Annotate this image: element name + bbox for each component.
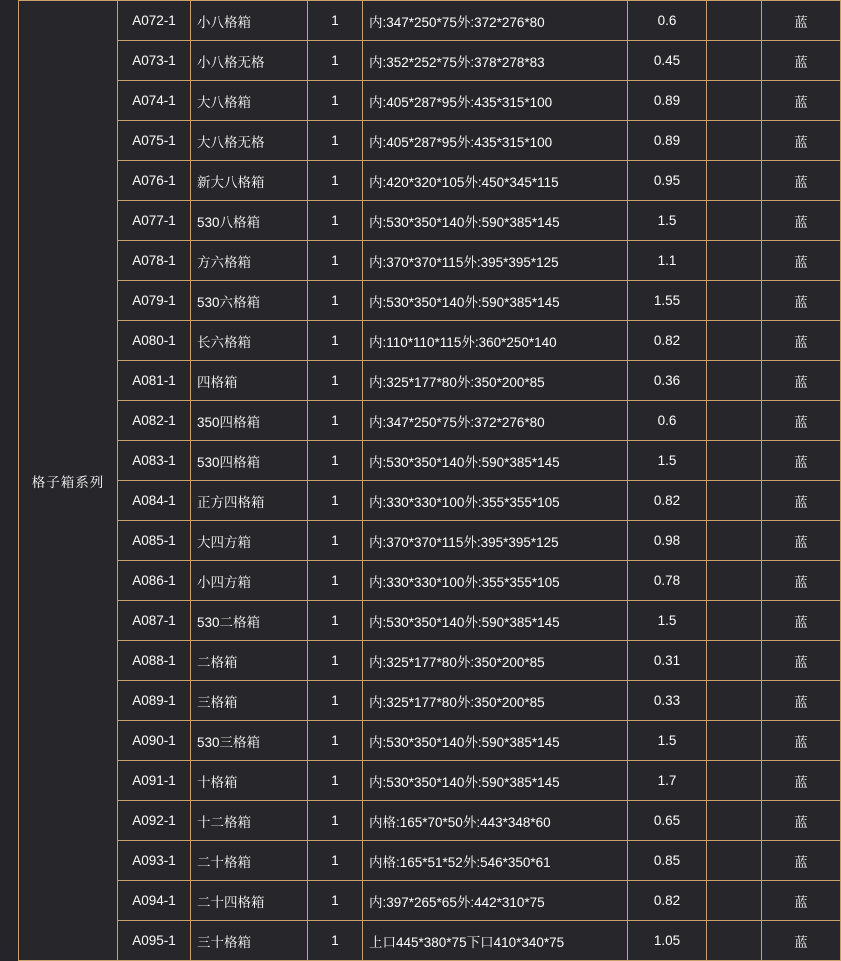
cell-qty: 1 [308,761,363,801]
table-row [19,401,841,441]
cell-blank [707,761,762,801]
cell-blank [707,361,762,401]
cell-code: A089-1 [118,681,191,721]
cell-name: 十二格箱 [191,801,308,841]
cell-size: 内:420*320*105外:450*345*115 [363,161,628,201]
cell-blank [707,841,762,881]
cell-blank [707,561,762,601]
cell-qty: 1 [308,361,363,401]
table-row [19,121,841,161]
cell-qty: 1 [308,201,363,241]
cell-weight: 0.85 [628,841,707,881]
cell-code: A092-1 [118,801,191,841]
cell-qty: 1 [308,121,363,161]
table-row [19,801,841,841]
cell-color: 蓝 [762,361,841,401]
cell-blank [707,41,762,81]
cell-blank [707,801,762,841]
table-row [19,321,841,361]
cell-size: 内:347*250*75外:372*276*80 [363,1,628,41]
cell-weight: 0.82 [628,881,707,921]
cell-code: A075-1 [118,121,191,161]
cell-color: 蓝 [762,321,841,361]
cell-qty: 1 [308,81,363,121]
cell-weight: 1.55 [628,281,707,321]
cell-qty: 1 [308,801,363,841]
table-row [19,161,841,201]
cell-qty: 1 [308,841,363,881]
cell-code: A083-1 [118,441,191,481]
spec-table-body [19,1,841,961]
cell-blank [707,921,762,961]
table-row [19,841,841,881]
cell-color: 蓝 [762,521,841,561]
cell-color: 蓝 [762,881,841,921]
cell-color: 蓝 [762,81,841,121]
cell-code: A091-1 [118,761,191,801]
cell-color: 蓝 [762,841,841,881]
cell-weight: 1.5 [628,441,707,481]
cell-size: 内:530*350*140外:590*385*145 [363,281,628,321]
cell-weight: 0.65 [628,801,707,841]
table-row [19,521,841,561]
cell-qty: 1 [308,521,363,561]
table-row [19,81,841,121]
table-row [19,681,841,721]
table-row [19,561,841,601]
cell-size: 内:325*177*80外:350*200*85 [363,641,628,681]
table-row [19,721,841,761]
cell-size: 内:405*287*95外:435*315*100 [363,121,628,161]
cell-name: 530二格箱 [191,601,308,641]
cell-weight: 1.1 [628,241,707,281]
cell-qty: 1 [308,641,363,681]
cell-qty: 1 [308,161,363,201]
table-row [19,441,841,481]
cell-code: A090-1 [118,721,191,761]
left-gutter [0,0,20,945]
table-row [19,41,841,81]
cell-size: 内:397*265*65外:442*310*75 [363,881,628,921]
cell-size: 内:330*330*100外:355*355*105 [363,561,628,601]
table-row [19,881,841,921]
cell-name: 四格箱 [191,361,308,401]
table-row [19,281,841,321]
cell-weight: 0.95 [628,161,707,201]
cell-code: A084-1 [118,481,191,521]
table-row [19,601,841,641]
cell-weight: 0.98 [628,521,707,561]
cell-name: 正方四格箱 [191,481,308,521]
table-row [19,921,841,961]
cell-size: 内格:165*70*50外:443*348*60 [363,801,628,841]
table-row [19,201,841,241]
cell-size: 内格:165*51*52外:546*350*61 [363,841,628,881]
cell-qty: 1 [308,561,363,601]
cell-weight: 0.89 [628,121,707,161]
cell-weight: 0.31 [628,641,707,681]
cell-name: 十格箱 [191,761,308,801]
cell-blank [707,121,762,161]
cell-color: 蓝 [762,601,841,641]
cell-size: 内:370*370*115外:395*395*125 [363,241,628,281]
cell-color: 蓝 [762,561,841,601]
group-label-cell: 格子箱系列 [19,1,118,961]
cell-name: 方六格箱 [191,241,308,281]
cell-name: 大四方箱 [191,521,308,561]
spec-table [18,0,841,961]
cell-code: A087-1 [118,601,191,641]
cell-qty: 1 [308,921,363,961]
cell-size: 内:370*370*115外:395*395*125 [363,521,628,561]
cell-color: 蓝 [762,121,841,161]
cell-size: 内:347*250*75外:372*276*80 [363,401,628,441]
cell-blank [707,281,762,321]
cell-blank [707,641,762,681]
table-row [19,641,841,681]
cell-size: 内:530*350*140外:590*385*145 [363,761,628,801]
cell-color: 蓝 [762,441,841,481]
cell-name: 二格箱 [191,641,308,681]
cell-code: A074-1 [118,81,191,121]
cell-blank [707,681,762,721]
cell-code: A076-1 [118,161,191,201]
cell-code: A072-1 [118,1,191,41]
cell-qty: 1 [308,601,363,641]
cell-name: 530六格箱 [191,281,308,321]
cell-color: 蓝 [762,481,841,521]
cell-qty: 1 [308,441,363,481]
cell-size: 内:110*110*115外:360*250*140 [363,321,628,361]
cell-color: 蓝 [762,401,841,441]
cell-name: 二十格箱 [191,841,308,881]
cell-color: 蓝 [762,641,841,681]
cell-name: 二十四格箱 [191,881,308,921]
cell-qty: 1 [308,481,363,521]
cell-color: 蓝 [762,281,841,321]
cell-weight: 0.36 [628,361,707,401]
cell-color: 蓝 [762,41,841,81]
cell-code: A086-1 [118,561,191,601]
cell-weight: 0.78 [628,561,707,601]
cell-code: A073-1 [118,41,191,81]
cell-weight: 1.05 [628,921,707,961]
cell-name: 小八格无格 [191,41,308,81]
cell-blank [707,321,762,361]
cell-qty: 1 [308,881,363,921]
cell-code: A095-1 [118,921,191,961]
table-row [19,761,841,801]
cell-qty: 1 [308,241,363,281]
cell-qty: 1 [308,721,363,761]
cell-blank [707,721,762,761]
cell-blank [707,481,762,521]
cell-code: A085-1 [118,521,191,561]
cell-color: 蓝 [762,801,841,841]
cell-qty: 1 [308,321,363,361]
cell-color: 蓝 [762,681,841,721]
cell-size: 内:530*350*140外:590*385*145 [363,721,628,761]
cell-name: 小八格箱 [191,1,308,41]
cell-color: 蓝 [762,721,841,761]
cell-weight: 0.82 [628,481,707,521]
cell-color: 蓝 [762,921,841,961]
cell-code: A082-1 [118,401,191,441]
cell-color: 蓝 [762,1,841,41]
cell-name: 大八格无格 [191,121,308,161]
cell-weight: 1.5 [628,201,707,241]
cell-name: 小四方箱 [191,561,308,601]
cell-qty: 1 [308,401,363,441]
cell-size: 内:405*287*95外:435*315*100 [363,81,628,121]
cell-weight: 0.45 [628,41,707,81]
cell-blank [707,441,762,481]
cell-size: 内:330*330*100外:355*355*105 [363,481,628,521]
cell-size: 内:530*350*140外:590*385*145 [363,201,628,241]
cell-weight: 1.5 [628,721,707,761]
cell-size: 内:530*350*140外:590*385*145 [363,441,628,481]
cell-name: 三格箱 [191,681,308,721]
cell-code: A093-1 [118,841,191,881]
cell-size: 内:530*350*140外:590*385*145 [363,601,628,641]
cell-size: 内:325*177*80外:350*200*85 [363,361,628,401]
table-row [19,481,841,521]
cell-weight: 0.33 [628,681,707,721]
cell-weight: 0.82 [628,321,707,361]
cell-blank [707,881,762,921]
cell-code: A078-1 [118,241,191,281]
cell-name: 350四格箱 [191,401,308,441]
cell-blank [707,601,762,641]
cell-code: A079-1 [118,281,191,321]
cell-blank [707,201,762,241]
cell-weight: 0.6 [628,401,707,441]
cell-name: 新大八格箱 [191,161,308,201]
cell-qty: 1 [308,1,363,41]
cell-name: 530三格箱 [191,721,308,761]
cell-size: 内:352*252*75外:378*278*83 [363,41,628,81]
cell-code: A088-1 [118,641,191,681]
cell-weight: 1.7 [628,761,707,801]
cell-color: 蓝 [762,161,841,201]
cell-name: 三十格箱 [191,921,308,961]
cell-qty: 1 [308,681,363,721]
cell-color: 蓝 [762,201,841,241]
cell-color: 蓝 [762,241,841,281]
cell-weight: 1.5 [628,601,707,641]
table-row [19,361,841,401]
cell-name: 530八格箱 [191,201,308,241]
cell-code: A077-1 [118,201,191,241]
cell-blank [707,1,762,41]
cell-blank [707,161,762,201]
cell-weight: 0.89 [628,81,707,121]
cell-blank [707,81,762,121]
cell-code: A094-1 [118,881,191,921]
cell-code: A081-1 [118,361,191,401]
table-row [19,1,841,41]
cell-size: 上口445*380*75下口410*340*75 [363,921,628,961]
table-row [19,241,841,281]
cell-color: 蓝 [762,761,841,801]
cell-blank [707,521,762,561]
cell-qty: 1 [308,41,363,81]
spec-table-container [18,0,808,950]
cell-weight: 0.6 [628,1,707,41]
cell-name: 大八格箱 [191,81,308,121]
cell-size: 内:325*177*80外:350*200*85 [363,681,628,721]
cell-blank [707,401,762,441]
cell-name: 530四格箱 [191,441,308,481]
cell-blank [707,241,762,281]
cell-code: A080-1 [118,321,191,361]
cell-name: 长六格箱 [191,321,308,361]
cell-qty: 1 [308,281,363,321]
